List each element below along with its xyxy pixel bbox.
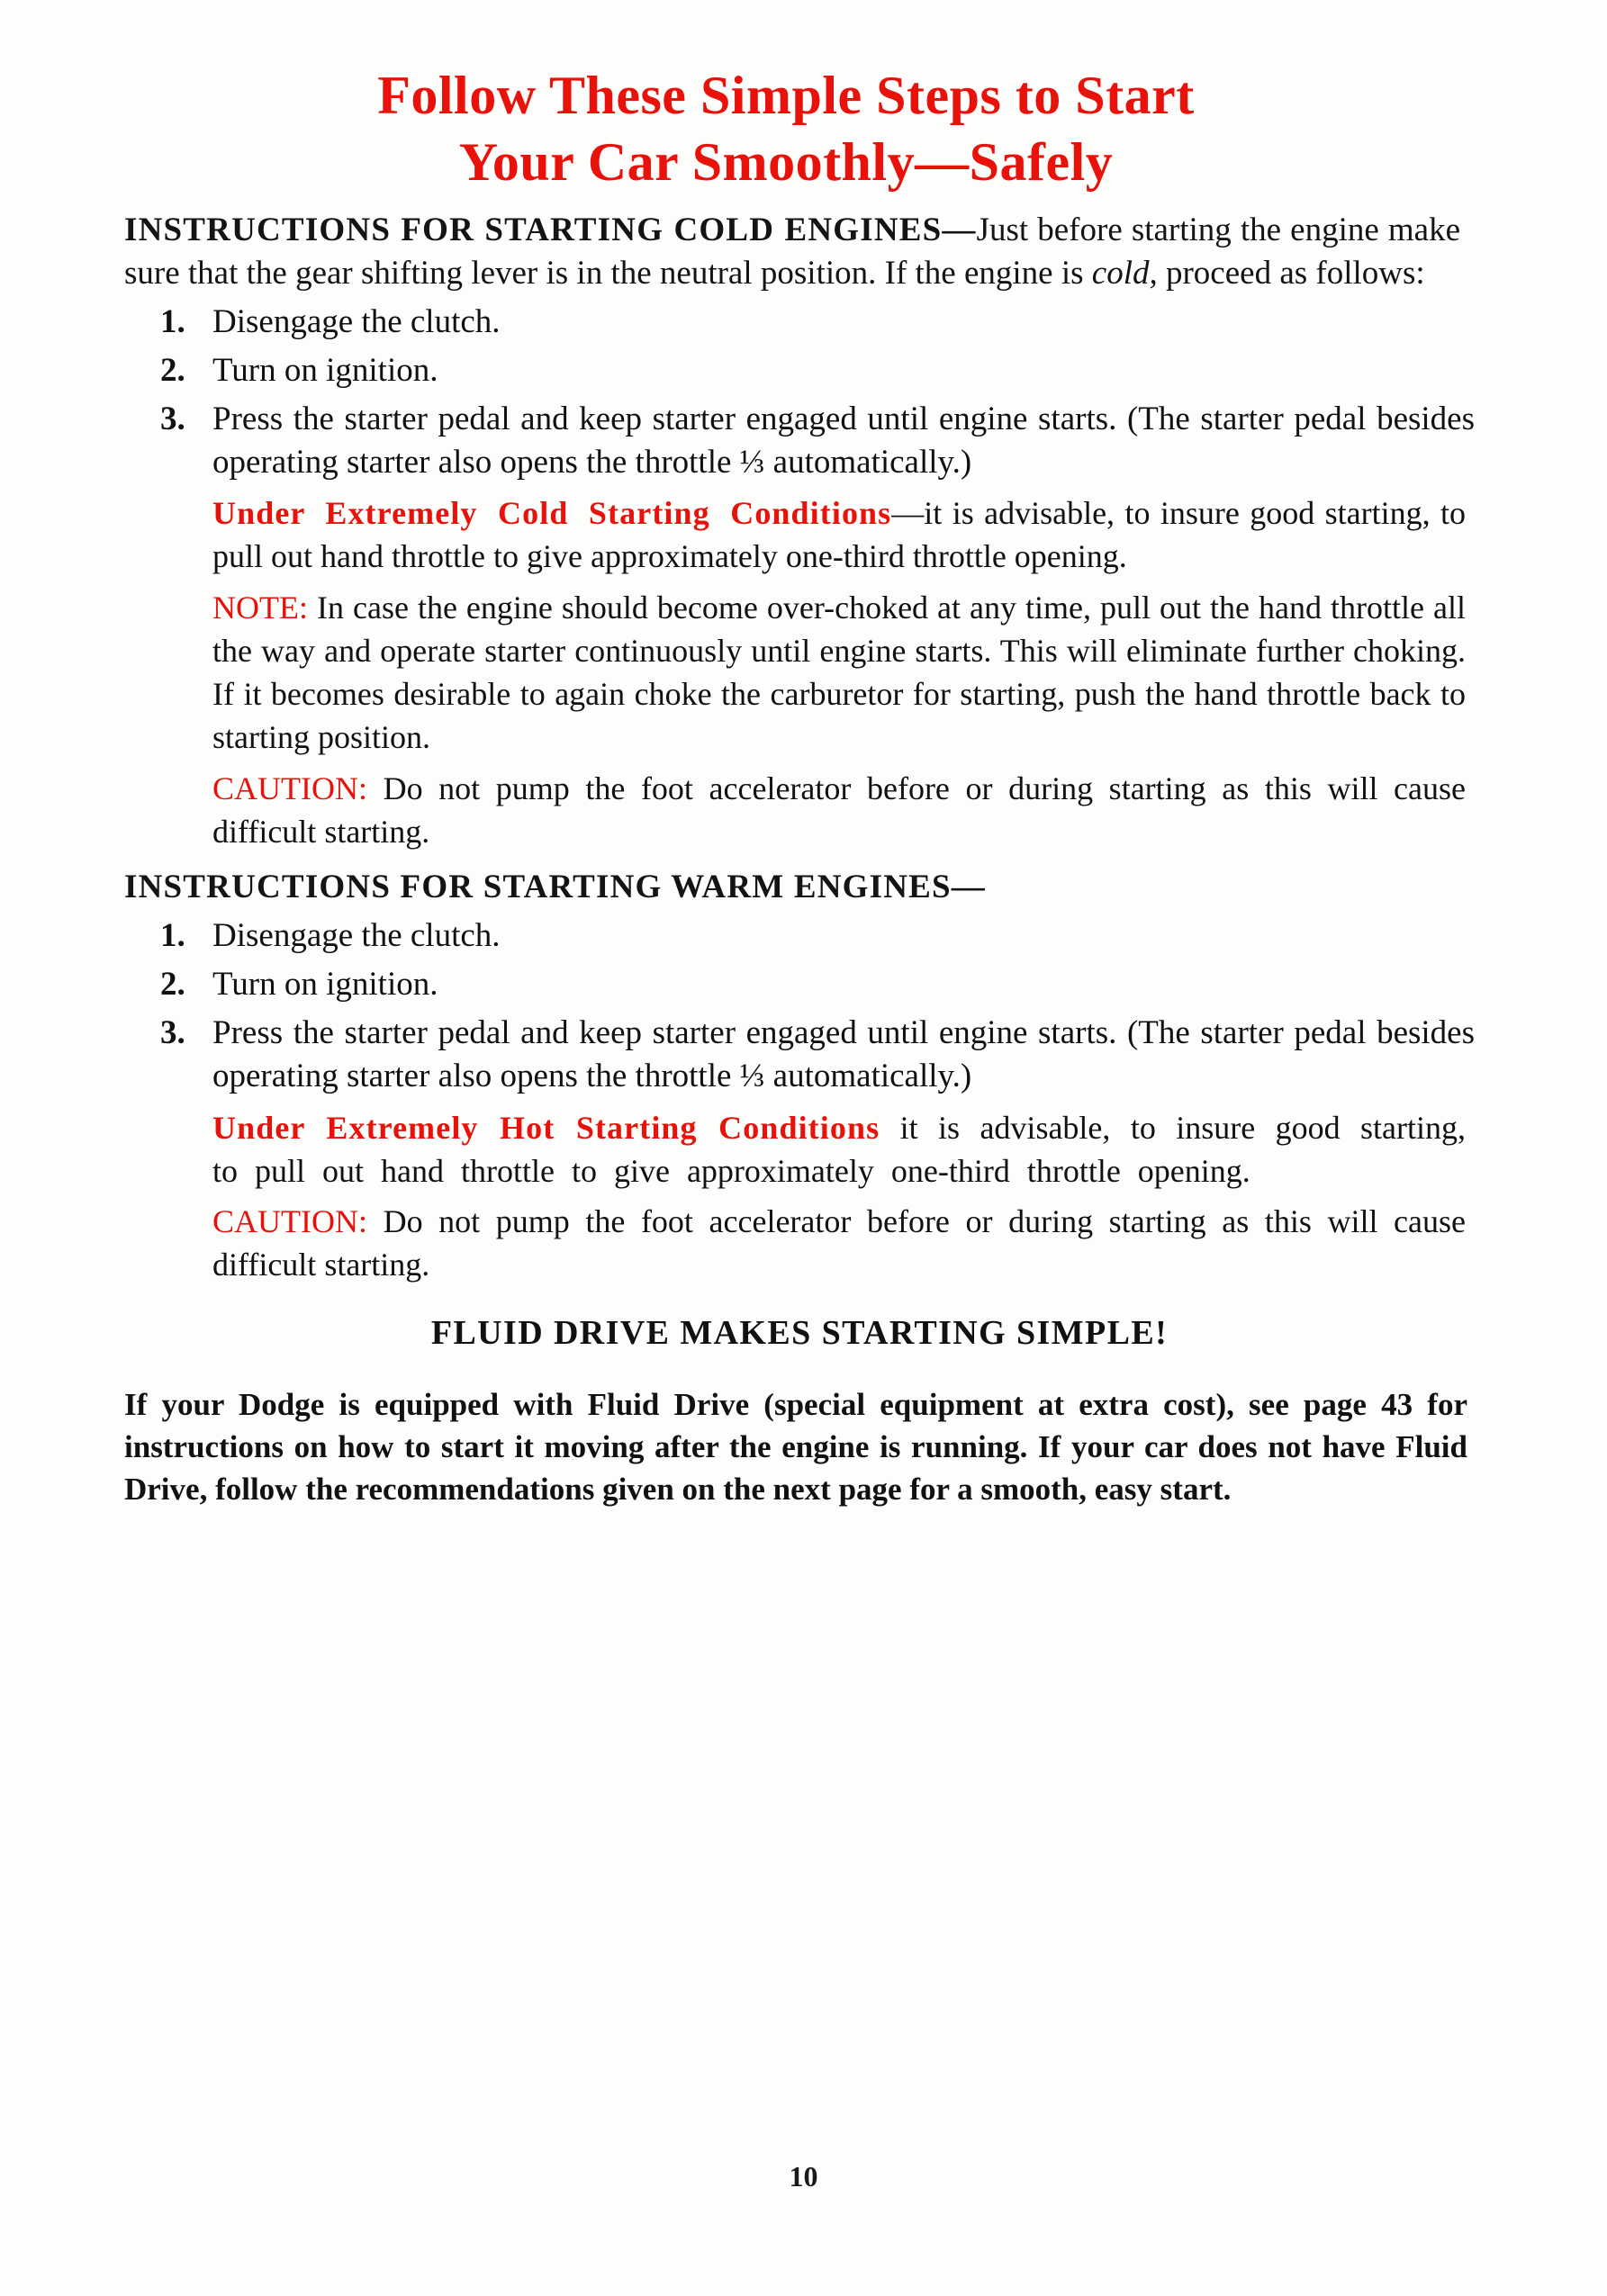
cold-steps-list	[124, 301, 1475, 853]
cold-intro-paragraph	[124, 209, 1475, 295]
cold-section-heading: INSTRUCTIONS FOR STARTING COLD ENGINES—	[124, 211, 977, 248]
list-item	[124, 398, 1475, 853]
note-text: In case the engine should become over-choked at any time, pull out the hand throttle all the way and operate starter continuously until engine starts. This will eliminate further choking. If it becomes desirable to again choke the carburetor for starting, push the hand throttle back to starting position.	[212, 589, 1466, 756]
cold-intro-text: Just before starting the engine make sure that the gear shifting lever is in the neutral position. If the engine is	[124, 211, 1460, 292]
note-label: NOTE:	[212, 589, 308, 626]
fluid-drive-heading: FLUID DRIVE MAKES STARTING SIMPLE!	[430, 1314, 1169, 1353]
caution-text: Do not pump the foot accelerator before or during starting as this will cause difficult starting.	[212, 1202, 1466, 1283]
page-title-line-1: Follow These Simple Steps to Start	[377, 66, 1195, 125]
step-number: 3.	[160, 1014, 185, 1052]
step-text: Disengage the clutch.	[212, 302, 501, 340]
step-text: Turn on ignition.	[212, 351, 438, 389]
caution-label: CAUTION:	[212, 1202, 367, 1239]
list-item	[124, 301, 1475, 344]
page-content	[124, 63, 1475, 1543]
cold-intro-tail: proceed as follows:	[1157, 254, 1425, 292]
page-number: 10	[789, 2160, 818, 2192]
warm-caution-paragraph	[212, 1200, 1475, 1286]
caution-label: CAUTION:	[212, 770, 367, 806]
list-item	[124, 1012, 1475, 1286]
list-item	[124, 914, 1475, 958]
step-number: 2.	[160, 966, 185, 1004]
page-title-line-2: Your Car Smoothly—Safely	[458, 131, 1114, 192]
step-text: Turn on ignition.	[212, 966, 438, 1004]
cold-intro-italic: cold,	[1091, 254, 1158, 292]
warm-section-heading: INSTRUCTIONS FOR STARTING WARM ENGINES—	[124, 869, 986, 906]
step-number: 3.	[160, 400, 185, 437]
cold-conditions-paragraph	[212, 491, 1475, 578]
step-number: 1.	[160, 302, 185, 340]
step-number: 1.	[160, 917, 185, 955]
step-number: 2.	[160, 351, 185, 389]
cold-conditions-heading: Under Extremely Cold Starting Conditions	[212, 495, 892, 532]
list-item	[124, 349, 1475, 392]
cold-conditions-text: —it is advisable, to insure good starting, to pull out hand throttle to give approximately one-third throttle opening.	[212, 495, 1466, 575]
step-text: Press the starter pedal and keep starter engaged until engine starts. (The starter pedal besides operating starter also opens the throttle ⅓ automatically.)	[212, 400, 1475, 482]
cold-note-paragraph	[212, 586, 1475, 760]
step-text: Disengage the clutch.	[212, 917, 501, 955]
hot-conditions-text: it is advisable, to insure good starting, to pull out hand throttle to give approximately one-third throttle opening.	[212, 1109, 1467, 1189]
warm-steps-list	[124, 914, 1475, 1286]
caution-text: Do not pump the foot accelerator before or during starting as this will cause difficult starting.	[212, 770, 1466, 850]
hot-conditions-heading: Under Extremely Hot Starting Conditions	[212, 1109, 880, 1146]
list-item	[124, 963, 1475, 1006]
page-title	[124, 63, 1475, 196]
step-text: Press the starter pedal and keep starter engaged until engine starts. (The starter pedal besides operating starter also opens the throttle ⅓ automatically.)	[212, 1014, 1475, 1095]
fluid-drive-body: If your Dodge is equipped with Fluid Drive (special equipment at extra cost), see page 43 for instructions on how to start it moving after the engine is running. If your car does not have Fluid Drive, follow the recommendations given on the next page for a smooth, easy start.	[124, 1387, 1467, 1508]
hot-conditions-paragraph	[212, 1106, 1475, 1193]
cold-caution-paragraph	[212, 767, 1475, 853]
